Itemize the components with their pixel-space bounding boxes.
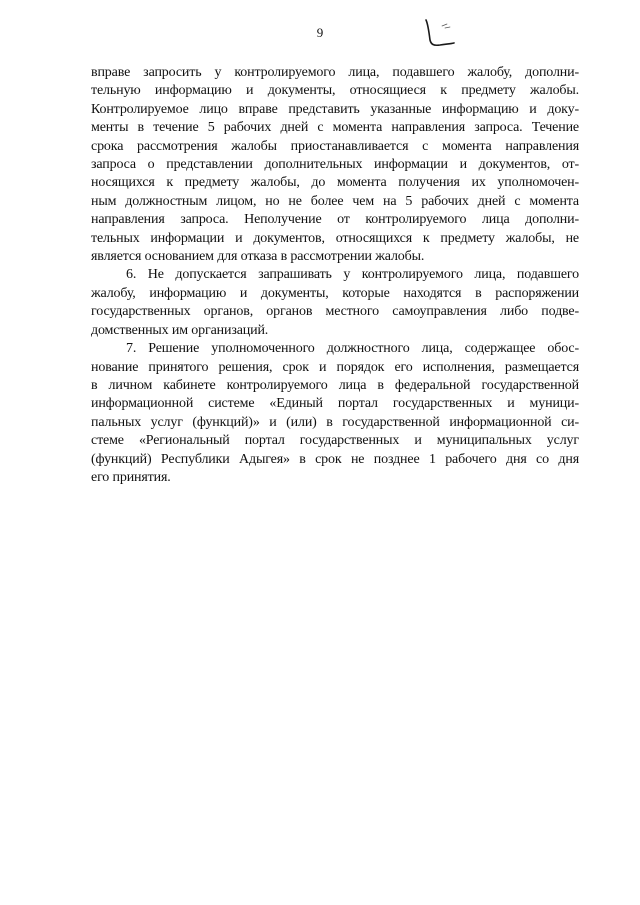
text-line: 6. Не допускается запрашивать у контролируемого лица, подавшего — [126, 267, 579, 283]
text-line: носящихся к предмету жалобы, до момента получения их уполномочен- — [91, 175, 579, 191]
text-line: нование принятого решения, срок и порядок его исполнения, размещается — [91, 359, 579, 375]
text-line: срока рассмотрения жалобы приостанавливается с момента направления — [91, 138, 579, 154]
page-number: 9 — [316, 25, 324, 40]
text-line: в личном кабинете контролируемого лица в федеральной государственной — [91, 377, 579, 393]
text-line: домственных им организаций. — [91, 322, 269, 338]
text-line: является основанием для отказа в рассмотрении жалобы. — [91, 249, 425, 265]
text-line: менты в течение 5 рабочих дней с момента направления запроса. Течение — [91, 120, 579, 136]
handwritten-mark — [420, 18, 460, 52]
text-line: Контролируемое лицо вправе представить указанные информацию и доку- — [91, 101, 579, 117]
text-line: запроса о представлении дополнительных информации и документов, от- — [91, 157, 579, 173]
text-line: направления запроса. Неполучение от контролируемого лица дополни- — [91, 212, 579, 228]
document-body — [91, 64, 579, 487]
text-line: тельную информацию и документы, относящиеся к предмету жалобы. — [91, 83, 579, 99]
paragraph — [91, 64, 579, 266]
text-line: ным должностным лицом, но не более чем на 5 рабочих дней с момента — [91, 193, 579, 209]
paragraph — [91, 266, 579, 340]
text-line: вправе запросить у контролируемого лица, подавшего жалобу, дополни- — [91, 65, 579, 80]
text-line: пальных услуг (функций)» и (или) в государственной информационной си- — [91, 414, 579, 430]
text-line: тельных информации и документов, относящихся к предмету жалобы, не — [91, 230, 579, 246]
paragraph — [91, 340, 579, 487]
text-line: жалобу, информацию и документы, которые находятся в распоряжении — [91, 285, 579, 301]
text-line: 7. Решение уполномоченного должностного лица, содержащее обос- — [126, 341, 579, 357]
text-line: его принятия. — [91, 469, 171, 485]
text-line: стеме «Региональный портал государственных и муниципальных услуг — [91, 433, 579, 449]
text-line: информационной системе «Единый портал государственных и муници- — [91, 396, 579, 412]
text-line: (функций) Республики Адыгея» в срок не позднее 1 рабочего дня со дня — [91, 451, 579, 467]
text-line: государственных органов, органов местного самоуправления либо подве- — [91, 304, 579, 320]
